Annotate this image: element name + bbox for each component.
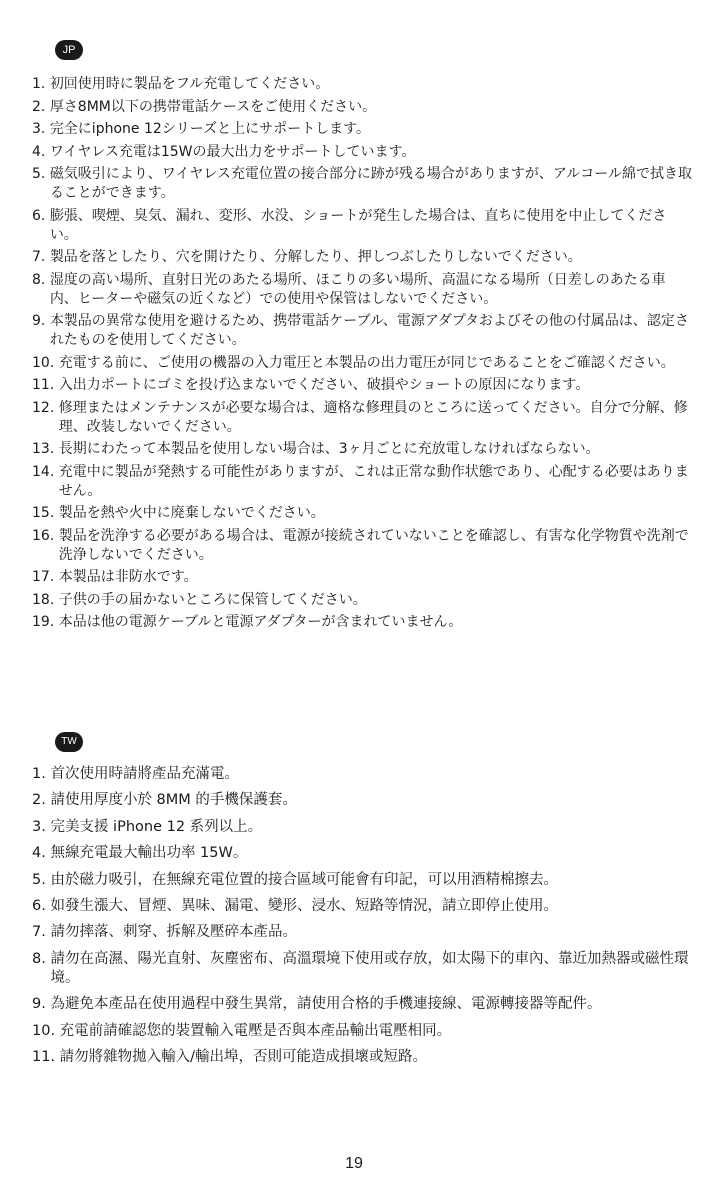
item-text: 請使用厚度小於 8MM 的手機保護套。 [50,792,297,809]
list-item [32,207,692,245]
item-text: 完全にiphone 12シリーズと上にサポートします。 [49,121,370,137]
item-number: 4. [32,143,50,160]
list-item [32,897,692,916]
item-text: 請勿將雜物拋入輸入/輸出埠，否則可能造成損壞或短路。 [59,1048,428,1065]
item-text: 製品を落としたり、穴を開けたり、分解したり、押しつぶしたりしないでください。 [49,249,582,265]
item-number: 15. [32,505,59,521]
item-number: 5. [32,871,51,888]
list-item [32,1048,692,1067]
item-number: 10. [32,354,59,371]
item-text: 膨張、喫煙、臭気、漏れ、変形、水没、ショートが発生した場合は、直ちに使用を中止してください。 [49,207,667,243]
item-number: 11. [32,377,59,393]
item-number: 10. [32,1022,60,1039]
item-number: 3. [32,121,50,137]
item-text: 修理またはメンテナンスが必要な場合は、適格な修理員のところに送ってください。自分で分解、修理、改装しないでください。 [58,399,688,435]
list-item [32,765,692,784]
item-text: 首次使用時請將產品充滿電。 [50,766,239,782]
list-item [32,463,692,501]
item-text: 充電前請確認您的裝置輸入電壓是否與本產品輸出電壓相同。 [59,1022,452,1039]
list-item [32,399,692,437]
item-text: 請勿在高濕、陽光直射、灰塵密布、高溫環境下使用或存放，如太陽下的車內、靠近加熱器或磁性環境。 [50,950,689,986]
list-item [32,844,692,863]
list-item [32,98,692,117]
list-item [32,504,692,523]
item-text: 本製品の異常な使用を避けるため、携帯電話ケーブル、電源アダプタおよびその他の付属品は、認定されたものを使用してください。 [49,313,689,348]
item-text: 本製品は非防水です。 [58,569,198,585]
list-item [32,354,692,373]
item-number: 1. [32,766,51,782]
list-item [32,1022,692,1041]
item-number: 7. [32,249,50,265]
item-number: 3. [32,818,51,835]
item-number: 14. [32,463,59,480]
item-number: 6. [32,897,51,914]
item-text: 子供の手の届かないところに保管してください。 [58,591,367,608]
list-item [32,923,692,942]
tw-instructions-list [32,765,692,1074]
page-number: 19 [345,1155,363,1172]
item-text: 完美支援 iPhone 12 系列以上。 [50,818,263,835]
item-number: 5. [32,166,50,182]
item-number: 4. [32,845,51,862]
item-number: 9. [32,996,51,1013]
item-text: 入出力ポートにゴミを投げ込まないでください、破損やショートの原因になります。 [58,377,590,393]
item-text: 長期にわたって本製品を使用しない場合は、3ヶ月ごとに充放電しなければならない。 [58,441,600,457]
list-item [32,120,692,139]
list-item [32,440,692,459]
list-item [32,312,692,350]
item-text: 充電する前に、ご使用の機器の入力電圧と本製品の出力電圧が同じであることをご確認ください。 [58,354,675,371]
item-text: 如發生漲大、冒煙、異味、漏電、變形、浸水、短路等情況，請立即停止使用。 [50,897,558,914]
list-item [32,871,692,890]
list-item [32,818,692,837]
item-text: 充電中に製品が発熱する可能性がありますが、これは正常な動作状態であり、心配する必要はありません。 [58,463,689,499]
item-text: ワイヤレス充電は15Wの最大出力をサポートしています。 [49,143,416,160]
item-number: 17. [32,569,59,585]
item-number: 18. [32,591,59,608]
list-item [32,248,692,267]
list-item [32,75,692,94]
item-text: 為避免本產品在使用過程中發生異常，請使用合格的手機連接線、電源轉接器等配件。 [50,996,602,1013]
item-text: 製品を洗浄する必要がある場合は、電源が接続されていないことを確認し、有害な化学物質や洗剤で洗浄しないでください。 [58,527,689,563]
item-number: 1. [32,76,50,92]
tw-section-badge: TW [55,732,83,752]
item-number: 19. [32,614,59,630]
list-item [32,791,692,810]
item-number: 13. [32,441,59,457]
list-item [32,950,692,988]
item-text: 本品は他の電源ケーブルと電源アダプターが含まれていません。 [58,614,463,630]
item-text: 磁気吸引により、ワイヤレス充電位置の接合部分に跡が残る場合がありますが、アルコール綿で拭き取ることができます。 [49,166,692,201]
item-number: 9. [32,313,50,329]
item-number: 8. [32,950,51,967]
item-number: 2. [32,98,50,115]
item-text: 請勿摔落、刺穿、拆解及壓碎本產品。 [50,924,297,941]
list-item [32,376,692,395]
item-number: 7. [32,924,51,941]
item-text: 製品を熱や火中に廃棄しないでください。 [58,505,325,521]
item-text: 無線充電最大輸出功率 15W。 [50,845,248,862]
list-item [32,143,692,162]
list-item [32,568,692,587]
jp-section-badge: JP [55,40,83,60]
list-item [32,995,692,1014]
list-item [32,591,692,610]
jp-instructions-list [32,75,692,636]
item-text: 厚さ8MM以下の携帯電話ケースをご使用ください。 [49,98,377,115]
item-text: 湿度の高い場所、直射日光のあたる場所、ほこりの多い場所、高温になる場所（日差しのあたる車内、ヒーターや磁気の近くなど）での使用や保管はしないでください。 [49,271,666,307]
item-number: 8. [32,271,50,288]
list-item [32,165,692,203]
list-item [32,527,692,565]
list-item [32,613,692,632]
item-number: 6. [32,207,50,224]
item-number: 11. [32,1048,60,1065]
item-number: 2. [32,792,51,809]
item-number: 16. [32,527,59,544]
list-item [32,271,692,309]
item-text: 由於磁力吸引，在無線充電位置的接合區域可能會有印記，可以用酒精棉擦去。 [50,871,558,888]
item-number: 12. [32,399,59,416]
item-text: 初回使用時に製品をフル充電してください。 [49,76,330,92]
